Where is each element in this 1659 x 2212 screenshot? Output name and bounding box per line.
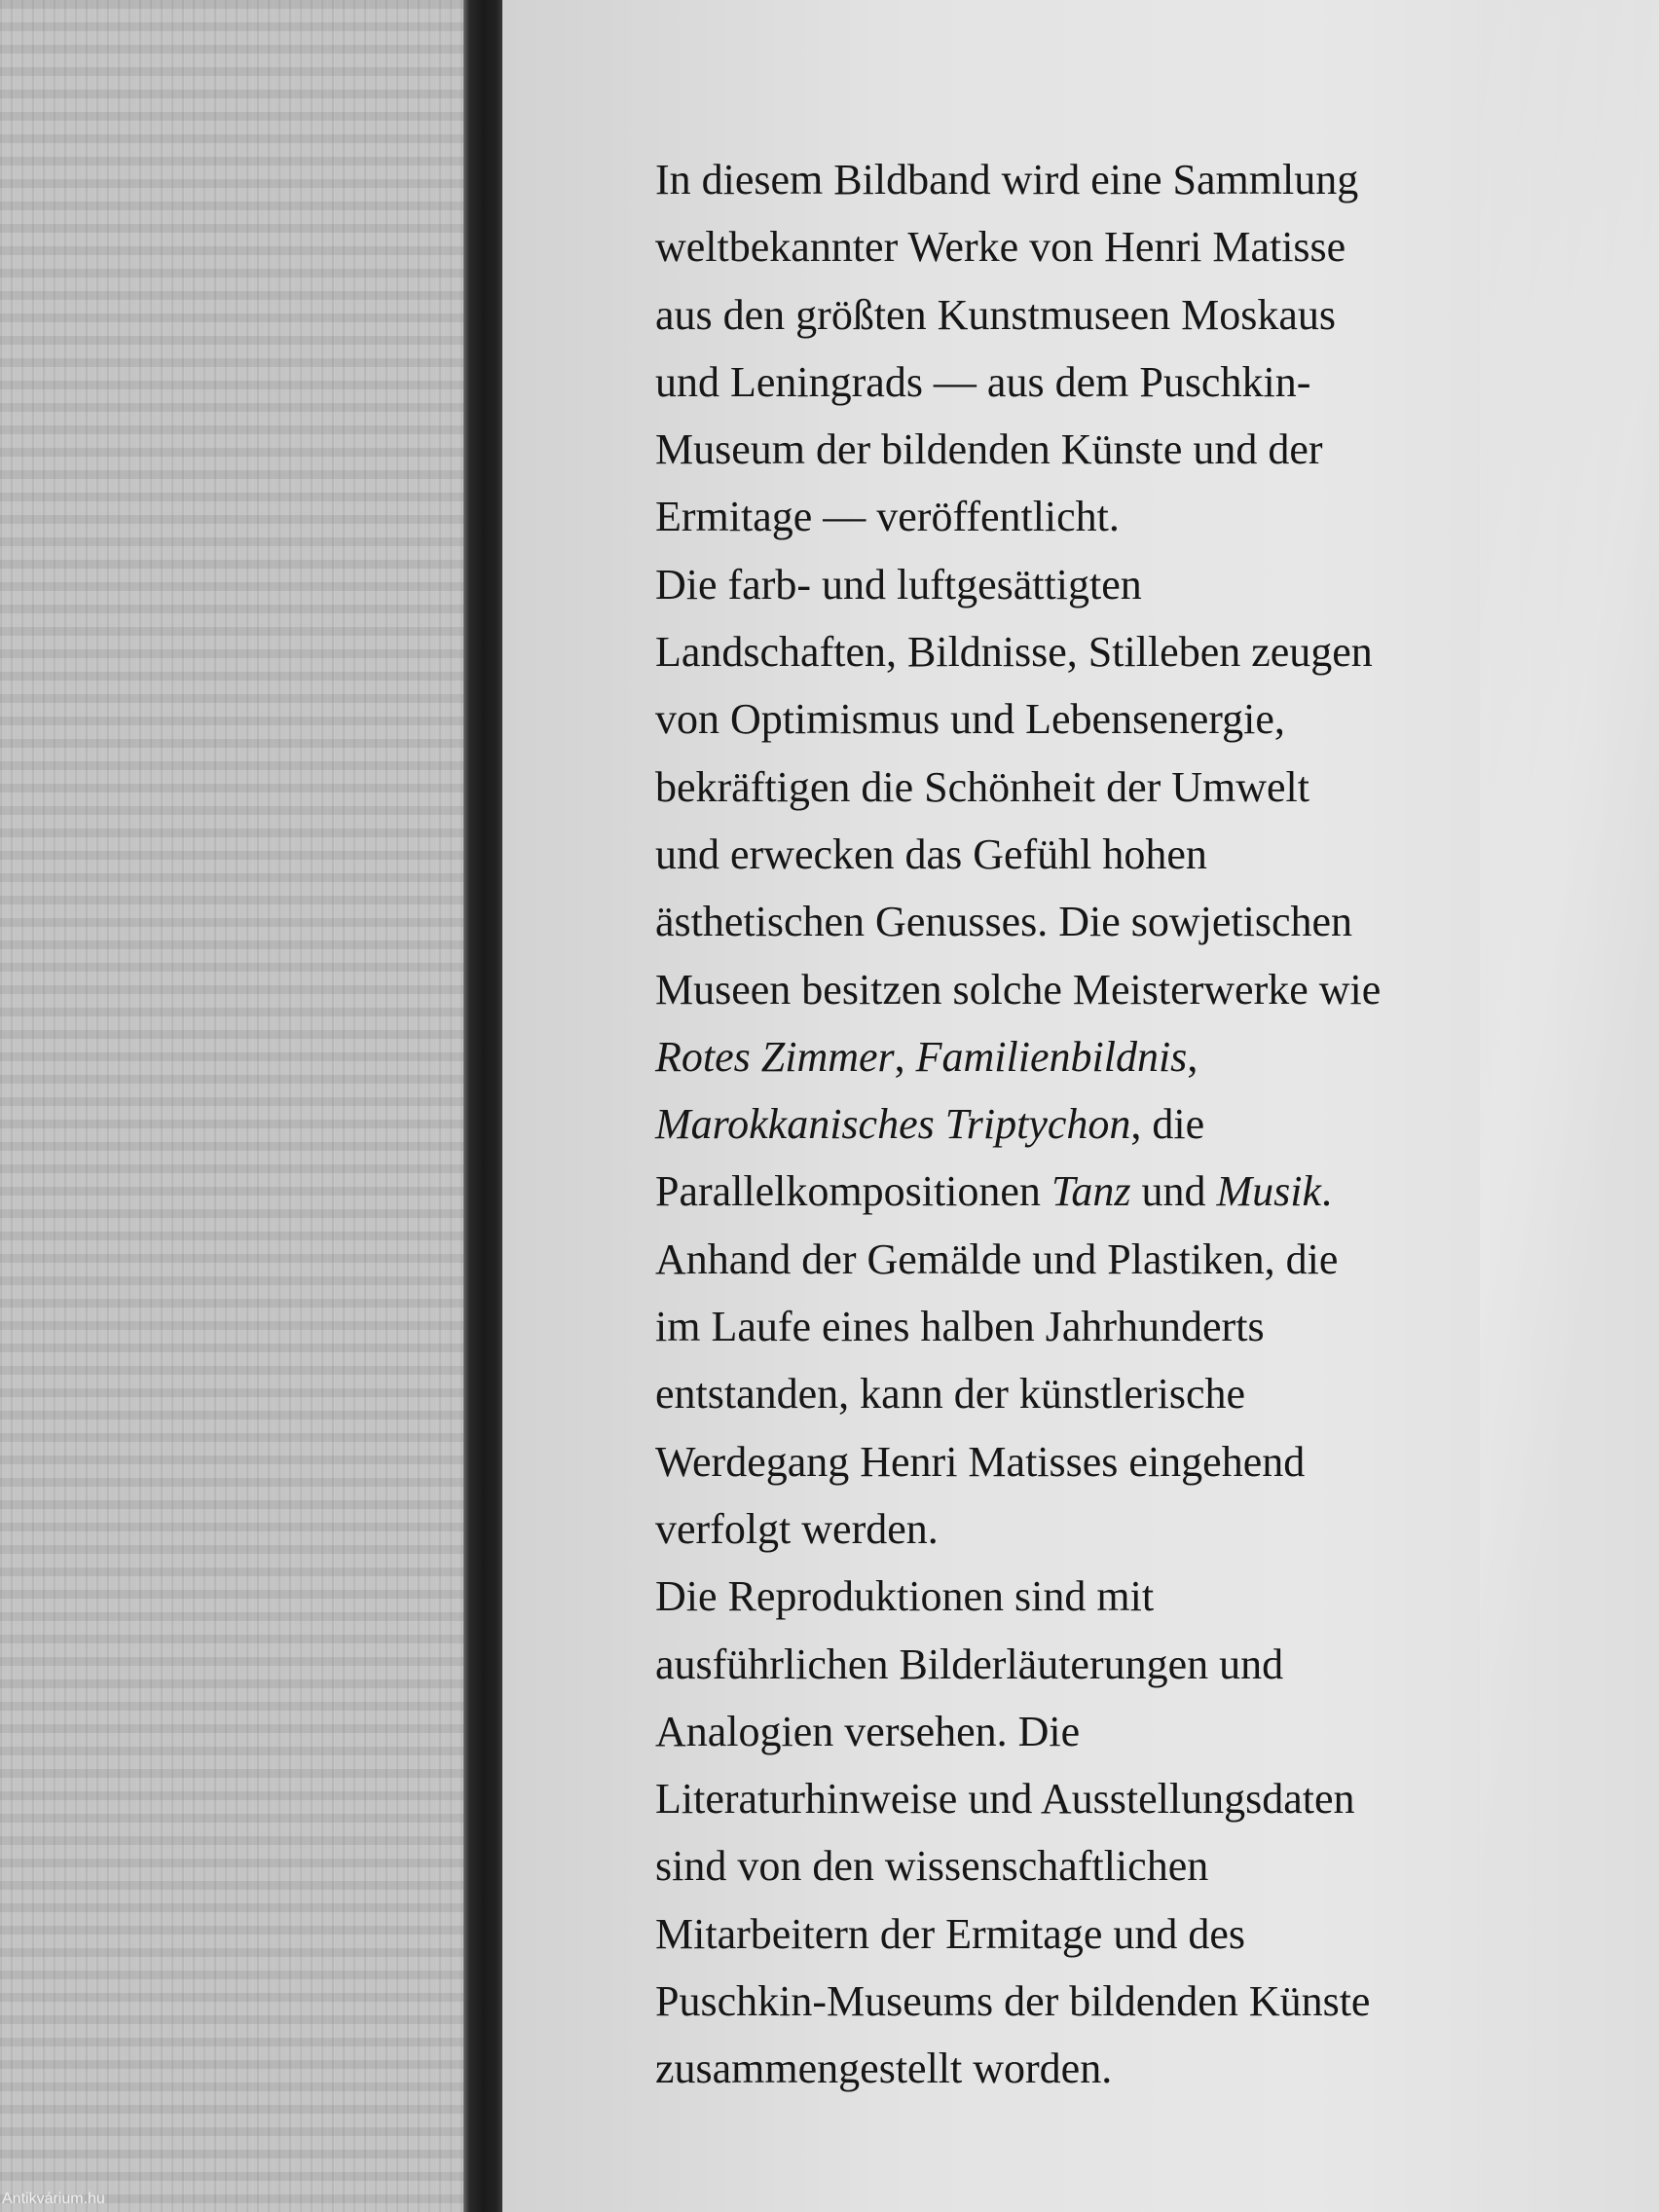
- text-line: [655, 1968, 1531, 2035]
- text-run: bekräftigen die Schönheit der Umwelt: [655, 762, 1310, 811]
- text-line: [655, 2035, 1531, 2102]
- text-line: [655, 888, 1531, 955]
- text-run: zusammengestellt worden.: [655, 2045, 1113, 2093]
- text-line: [655, 1023, 1531, 1090]
- text-line: [655, 213, 1531, 280]
- text-line: [655, 1428, 1531, 1495]
- text-run: In diesem Bildband wird eine Sammlung: [655, 156, 1359, 203]
- text-line: [655, 551, 1531, 618]
- text-line: [655, 1832, 1531, 1899]
- text-run: ausführlichen Bilderläuterungen und: [655, 1640, 1284, 1688]
- text-run: sind von den wissenschaftlichen: [655, 1842, 1209, 1891]
- text-line: [655, 685, 1531, 753]
- text-line: [655, 821, 1531, 888]
- text-line: [655, 349, 1531, 416]
- text-run: Die Reproduktionen sind mit: [655, 1572, 1155, 1621]
- body-text: [655, 146, 1531, 2103]
- text-run: und erwecken das Gefühl hohen: [655, 830, 1207, 878]
- text-run: ,: [1187, 1032, 1198, 1081]
- left-cover-board: [0, 0, 463, 2212]
- italic-title: Rotes Zimmer: [655, 1032, 895, 1081]
- text-line: [655, 416, 1531, 483]
- paragraph: [655, 1563, 1531, 2102]
- text-line: [655, 1698, 1531, 1765]
- text-run: im Laufe eines halben Jahrhunderts: [655, 1303, 1265, 1351]
- text-run: Museen besitzen solche Meisterwerke wie: [655, 965, 1382, 1014]
- text-run: Parallelkompositionen: [655, 1167, 1051, 1216]
- text-run: und: [1130, 1167, 1217, 1216]
- watermark: Antikvárium.hu: [2, 2191, 105, 2207]
- italic-title: Marokkanisches Triptychon: [655, 1100, 1131, 1149]
- text-run: entstanden, kann der künstlerische: [655, 1370, 1246, 1419]
- text-line: [655, 1631, 1531, 1698]
- text-line: [655, 1563, 1531, 1630]
- paragraph: [655, 551, 1531, 1563]
- text-run: Werdegang Henri Matisses eingehend: [655, 1437, 1306, 1486]
- text-run: aus den größten Kunstmuseen Moskaus: [655, 290, 1337, 339]
- text-run: ästhetischen Genusses. Die sowjetischen: [655, 898, 1353, 946]
- text-run: Anhand der Gemälde und Plastiken, die: [655, 1235, 1339, 1283]
- text-run: Mitarbeitern der Ermitage und des: [655, 1909, 1246, 1958]
- text-line: [655, 956, 1531, 1023]
- text-line: [655, 1495, 1531, 1563]
- text-run: von Optimismus und Lebensenergie,: [655, 695, 1285, 744]
- text-run: Ermitage — veröffentlicht.: [655, 493, 1120, 541]
- text-run: verfolgt werden.: [655, 1504, 939, 1553]
- text-run: Die farb- und luftgesättigten: [655, 560, 1142, 608]
- italic-title: Tanz: [1051, 1167, 1131, 1216]
- text-line: [655, 1360, 1531, 1427]
- text-line: [655, 1226, 1531, 1293]
- text-line: [655, 146, 1531, 213]
- text-line: [655, 754, 1531, 821]
- text-line: [655, 1900, 1531, 1968]
- text-run: weltbekannter Werke von Henri Matisse: [655, 223, 1346, 272]
- text-run: Museum der bildenden Künste und der: [655, 425, 1323, 474]
- italic-title: Musik: [1216, 1167, 1322, 1216]
- text-line: [655, 1293, 1531, 1360]
- text-line: [655, 281, 1531, 349]
- text-line: [655, 1765, 1531, 1832]
- text-run: Literaturhinweise und Ausstellungsdaten: [655, 1775, 1355, 1824]
- text-line: [655, 483, 1531, 550]
- text-run: Puschkin-Museums der bildenden Künste: [655, 1977, 1371, 2026]
- text-run: , die: [1130, 1100, 1205, 1149]
- text-run: Analogien versehen. Die: [655, 1707, 1081, 1755]
- text-run: ,: [894, 1032, 916, 1081]
- italic-title: Familienbildnis: [915, 1032, 1188, 1081]
- book-spine-shadow: [463, 0, 502, 2212]
- text-run: .: [1321, 1167, 1333, 1216]
- text-line: [655, 1090, 1531, 1158]
- text-line: [655, 1158, 1531, 1225]
- text-line: [655, 618, 1531, 685]
- text-run: Landschaften, Bildnisse, Stilleben zeugen: [655, 628, 1373, 677]
- text-run: und Leningrads — aus dem Puschkin-: [655, 357, 1311, 406]
- paragraph: [655, 146, 1531, 551]
